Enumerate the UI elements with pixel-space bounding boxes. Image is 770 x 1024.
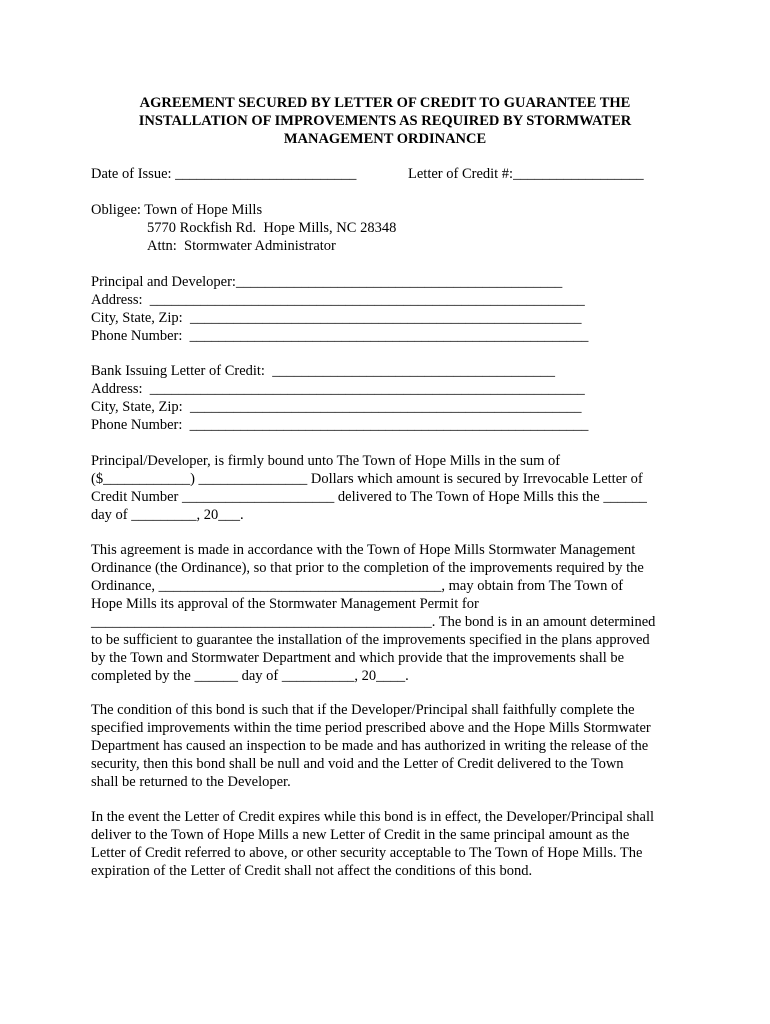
paragraph-line: In the event the Letter of Credit expires while this bond is in effect, the Developer/Principal shall	[91, 809, 655, 825]
paragraph-line: to be sufficient to guarantee the installation of the improvements specified in the plans approved	[91, 632, 650, 648]
expiry-paragraph	[91, 808, 691, 880]
principal-city-state-zip-field: City, State, Zip: ______________________________________________________	[91, 310, 582, 326]
paragraph-line: Ordinance (the Ordinance), so that prior to the completion of the improvements required by the	[91, 560, 644, 576]
principal-phone-field: Phone Number: _______________________________________________________	[91, 328, 589, 344]
paragraph-line: ($____________) _______________ Dollars which amount is secured by Irrevocable Letter of	[91, 471, 643, 487]
principal-developer-field: Principal and Developer:_____________________________________________	[91, 274, 563, 290]
title-line: AGREEMENT SECURED BY LETTER OF CREDIT TO GUARANTEE THE	[139, 95, 631, 111]
paragraph-line: security, then this bond shall be null and void and the Letter of Credit delivered to the Town	[91, 756, 624, 772]
paragraph-line: Principal/Developer, is firmly bound unto The Town of Hope Mills in the sum of	[91, 453, 561, 469]
bank-issuing-field: Bank Issuing Letter of Credit: _______________________________________	[91, 363, 555, 379]
paragraph-line: _______________________________________________. The bond is in an amount determined	[91, 614, 656, 630]
principal-address-field: Address: ____________________________________________________________	[91, 292, 585, 308]
paragraph-line: Letter of Credit referred to above, or other security acceptable to The Town of Hope Mills. The	[91, 845, 643, 861]
document-title	[60, 94, 710, 148]
bank-city-state-zip-field: City, State, Zip: ______________________________________________________	[91, 399, 582, 415]
paragraph-line: expiration of the Letter of Credit shall not affect the conditions of this bond.	[91, 863, 533, 879]
date-of-issue-field: Date of Issue: _________________________	[91, 166, 357, 182]
paragraph-line: completed by the ______ day of __________, 20____.	[91, 668, 409, 684]
condition-paragraph	[91, 701, 691, 791]
paragraph-line: This agreement is made in accordance with the Town of Hope Mills Stormwater Management	[91, 542, 636, 558]
bank-address-field: Address: ____________________________________________________________	[91, 381, 585, 397]
paragraph-line: specified improvements within the time period prescribed above and the Hope Mills Stormwater	[91, 720, 651, 736]
paragraph-line: The condition of this bond is such that if the Developer/Principal shall faithfully complete the	[91, 702, 635, 718]
paragraph-line: shall be returned to the Developer.	[91, 774, 291, 790]
obligee-address: 5770 Rockfish Rd. Hope Mills, NC 28348	[147, 220, 397, 236]
paragraph-line: by the Town and Stormwater Department and which provide that the improvements shall be	[91, 650, 625, 666]
letter-of-credit-number-field: Letter of Credit #:__________________	[408, 166, 644, 182]
bank-phone-field: Phone Number: _______________________________________________________	[91, 417, 589, 433]
obligee-attention: Attn: Stormwater Administrator	[147, 238, 336, 254]
title-line: MANAGEMENT ORDINANCE	[283, 131, 487, 147]
paragraph-line: Department has caused an inspection to be made and has authorized in writing the release of the	[91, 738, 649, 754]
paragraph-line: day of _________, 20___.	[91, 507, 244, 523]
paragraph-line: Ordinance, _______________________________________, may obtain from The Town of	[91, 578, 624, 594]
paragraph-line: deliver to the Town of Hope Mills a new Letter of Credit in the same principal amount as the	[91, 827, 630, 843]
bound-paragraph	[91, 452, 691, 524]
obligee-name: Obligee: Town of Hope Mills	[91, 202, 263, 218]
paragraph-line: Credit Number _____________________ delivered to The Town of Hope Mills this the ______	[91, 489, 647, 505]
paragraph-line: Hope Mills its approval of the Stormwater Management Permit for	[91, 596, 479, 612]
title-line: INSTALLATION OF IMPROVEMENTS AS REQUIRED BY STORMWATER	[138, 113, 632, 129]
agreement-paragraph	[91, 541, 691, 685]
